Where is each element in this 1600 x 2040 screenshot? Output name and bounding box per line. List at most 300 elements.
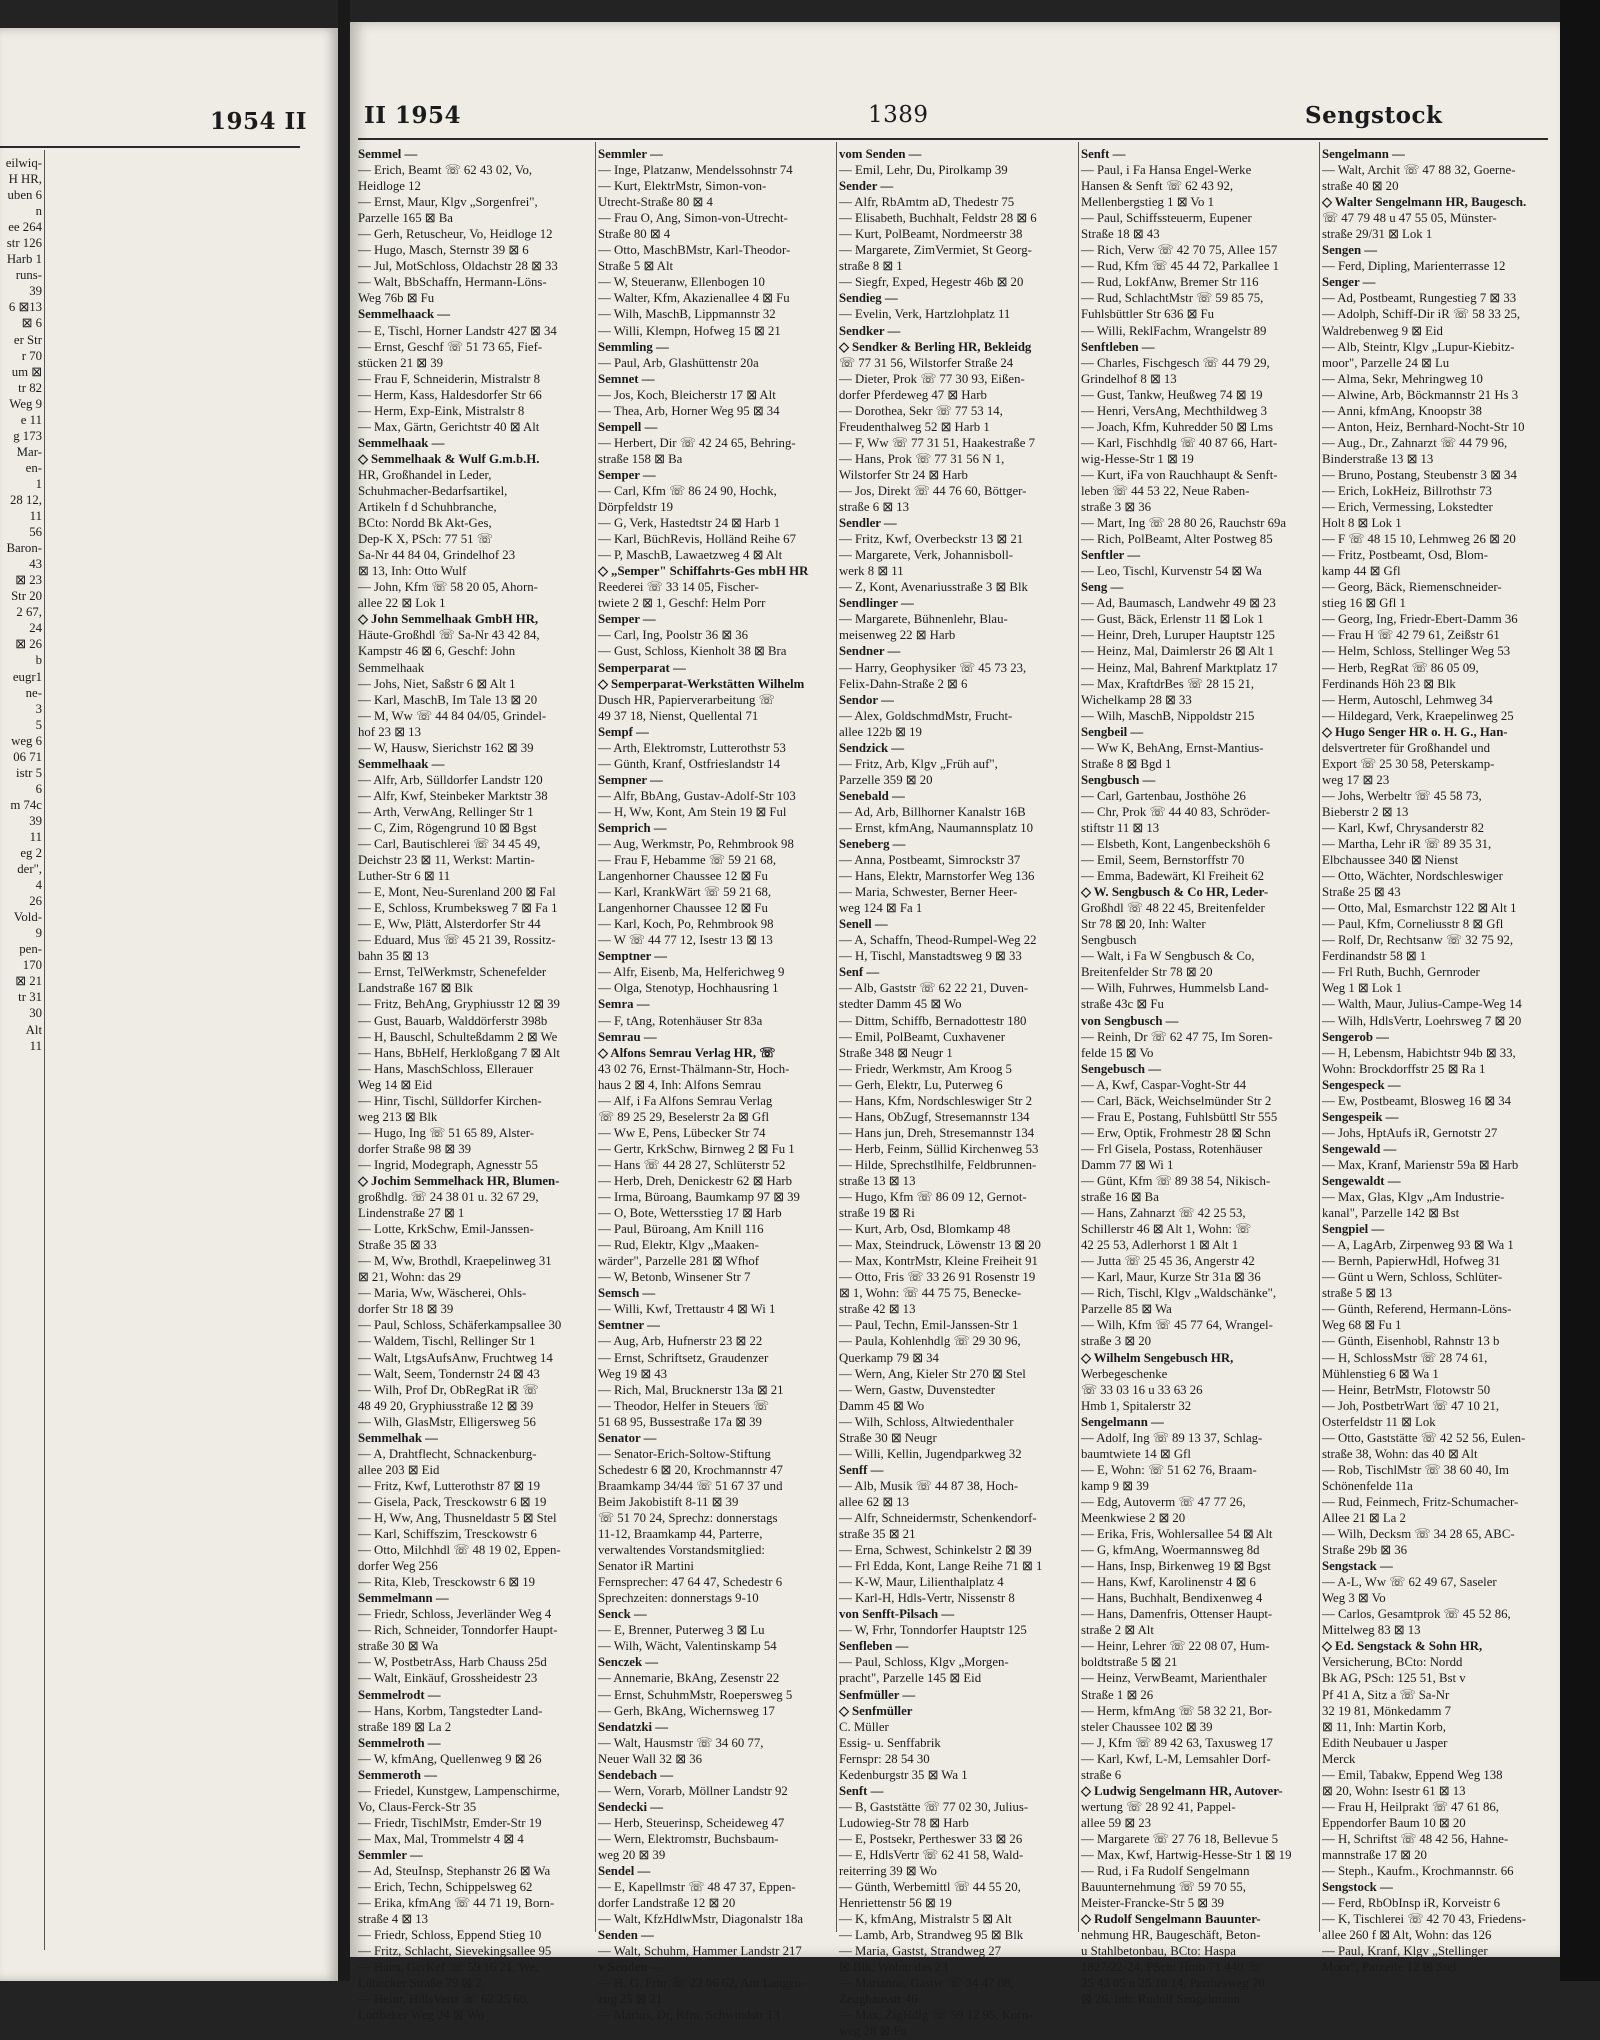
directory-entry-line: u Stahlbetonbau, BCto: Haspa [1081,1944,1236,1959]
directory-entry-line: — Karl, KrankWärt ☏ 59 21 68, [598,885,772,900]
directory-entry-line: straße 35 ⊠ 21 [839,1527,916,1542]
directory-entry-line: — Paul, Büroang, Am Knill 116 [598,1222,764,1237]
directory-entry-line: — Walt, BbSchaffn, Hermann-Löns- [358,275,547,290]
directory-entry-line: straße 6 [1081,1767,1122,1782]
directory-entry-line: Straße 35 ⊠ 33 [358,1238,437,1253]
directory-entry-line: — Adolf, Ing ☏ 89 13 37, Schlag- [1081,1430,1263,1445]
directory-entry-line: — Johs, Werbeltr ☏ 45 58 73, [1322,788,1482,803]
directory-entry-line: — Gust, Tankw, Heußweg 74 ⊠ 19 [1081,387,1263,402]
directory-entry-line: straße 6 ⊠ 13 [839,500,910,515]
directory-entry-line: — Wilh, Decksm ☏ 34 28 65, ABC- [1322,1527,1515,1542]
surname-heading: Sengstack — [1322,1559,1393,1574]
column-divider [595,142,596,1932]
directory-entry-line: Kampstr 46 ⊠ 6, Geschf: John [358,644,516,659]
directory-entry-line: — Hans, Prok ☏ 77 31 56 N 1, [839,451,1005,466]
directory-entry-line: — Joh, PostbetrWart ☏ 47 10 21, [1322,1398,1500,1413]
directory-entry-line: ⊠ Blk, Wohn: das 23 [839,1960,948,1975]
cropped-line-fragment: eg 2 [20,846,42,861]
cropped-line-fragment: 28 12, [10,492,42,507]
directory-entry-line: pracht", Parzelle 145 ⊠ Eid [839,1671,982,1686]
directory-entry-line: — A, Schaffn, Theod-Rumpel-Weg 22 [839,933,1037,948]
left-page [0,28,338,1981]
surname-heading: Sendecki — [598,1799,664,1814]
surname-heading: Sengewaldt — [1322,1174,1401,1188]
directory-entry-line: — Hans ☏ 44 28 27, Schlüterstr 52 [598,1157,786,1172]
directory-entry-line: Vo, Claus-Ferck-Str 35 [358,1799,477,1814]
directory-entry-line: twiete 2 ⊠ 1, Geschf: Helm Porr [598,596,766,611]
directory-entry-line: — Erich, Beamt ☏ 62 43 02, Vo, [358,163,533,178]
directory-entry-line: — Ew, Postbeamt, Blosweg 16 ⊠ 34 [1322,1093,1512,1108]
directory-entry-line: — Emil, Tabakw, Eppend Weg 138 [1322,1767,1503,1782]
directory-entry-line: — Rich, Schneider, Tonndorfer Haupt- [358,1623,558,1638]
directory-entry-line: Dusch HR, Papierverarbeitung ☏ [598,692,775,707]
directory-entry-line: — W, Steueranw, Ellenbogen 10 [598,275,765,290]
directory-entry-line: straße 30 ⊠ Wa [358,1639,439,1654]
directory-entry-line: — Max, Mal, Trommelstr 4 ⊠ 4 [358,1831,524,1846]
directory-entry-line: — Max, Steindruck, Löwenstr 13 ⊠ 20 [839,1238,1041,1253]
directory-entry-line: — Maria, Schwester, Berner Heer- [839,885,1018,900]
directory-column-2 [598,146,834,2023]
cropped-line-fragment: ⊠ 23 [15,573,42,588]
surname-heading: Sengpiel — [1322,1222,1385,1237]
surname-heading: Semmelmann — [358,1591,449,1606]
surname-heading: Sendner — [839,644,901,659]
cropped-line-fragment: tr 82 [18,380,42,395]
directory-entry-line: — Herm, Autoschl, Lehmweg 34 [1322,692,1493,707]
surname-heading: Sender — [839,179,894,194]
directory-entry-line: — Emma, Badewärt, Kl Freiheit 62 [1081,869,1265,884]
directory-entry-line: — Gust, Bäck, Erlenstr 11 ⊠ Lok 1 [1081,612,1264,627]
directory-entry-line: — Anni, kfmAng, Knoopstr 38 [1322,403,1482,418]
directory-entry-line: Reederei ☏ 33 14 05, Fischer- [598,580,759,595]
cropped-line-fragment: n [35,204,42,219]
directory-entry-line: — Otto, Mal, Esmarchstr 122 ⊠ Alt 1 [1322,901,1517,916]
directory-entry-line: — Wern, Vorarb, Möllner Landstr 92 [598,1783,788,1798]
directory-entry-line: hof 23 ⊠ 13 [358,724,421,739]
directory-entry-line: — Annemarie, BkAng, Zesenstr 22 [598,1671,780,1686]
directory-entry-line: — Rich, Verw ☏ 42 70 75, Allee 157 [1081,243,1278,258]
cropped-line-fragment: 26 [29,894,42,909]
surname-heading: Senator — [598,1430,657,1445]
surname-heading: Semmel — [358,147,418,161]
cropped-line-fragment: ne- [25,685,42,700]
directory-entry-line: Ludowieg-Str 78 ⊠ Harb [839,1815,969,1830]
directory-entry-line: Damm 77 ⊠ Wi 1 [1081,1157,1174,1172]
directory-entry-line: Ferdinandstr 58 ⊠ 1 [1322,949,1427,964]
cropped-line-fragment: e 11 [20,412,42,427]
directory-entry-line: — Anna, Postbeamt, Simrockstr 37 [839,853,1021,868]
directory-entry-line: — Karl, Koch, Po, Rehmbrook 98 [598,917,774,932]
directory-entry-line: — Paul, Kranf, Klgv „Stellinger [1322,1944,1488,1959]
directory-entry-line: — Aug., Dr., Zahnarzt ☏ 44 79 96, [1322,435,1508,450]
directory-entry-line: Wichelkamp 28 ⊠ 33 [1081,692,1192,707]
running-head: Sengstock [1305,102,1443,129]
directory-entry-line: straße 38, Wohn: das 40 ⊠ Alt [1322,1446,1478,1461]
surname-heading: vom Senden — [839,147,922,161]
surname-heading: Semsch — [598,1286,656,1301]
directory-entry-line: straße 3 ⊠ 20 [1081,1334,1152,1349]
directory-entry-line: — Ferd, Dipling, Marienterrasse 12 [1322,259,1506,274]
directory-entry-line: — Reinh, Dr ☏ 62 47 75, Im Soren- [1081,1029,1273,1044]
directory-entry-line: — G, Verk, Hastedtstr 24 ⊠ Harb 1 [598,516,781,531]
directory-entry-line: — Walt, Einkäuf, Grossheidestr 23 [358,1671,538,1686]
directory-entry-line: — Erich, Techn, Schippelsweg 62 [358,1880,533,1895]
directory-entry-line: 42 25 53, Adlerhorst 1 ⊠ Alt 1 [1081,1238,1239,1253]
surname-heading: Sendlinger — [839,596,914,611]
cropped-line-fragment: 9 [35,926,42,941]
directory-entry-line: Neuer Wall 32 ⊠ 36 [598,1751,702,1766]
directory-entry-line: dorfer Pferdeweg 47 ⊠ Harb [839,387,987,402]
directory-entry-line: 51 68 95, Bussestraße 17a ⊠ 39 [598,1414,762,1429]
directory-entry-line: — Erich, Vermessing, Lokstedter [1322,500,1493,515]
cropped-line-fragment: um ⊠ [11,364,42,379]
cropped-line-fragment: g 173 [13,428,42,443]
directory-entry-line: Straße 8 ⊠ Bgd 1 [1081,756,1172,771]
directory-entry-line: — Wern, Gastw, Duvenstedter [839,1382,996,1397]
directory-entry-line: — Marius, Dr, Kfm, Schwindstr 13 [598,2008,780,2023]
directory-entry-line: straße 40 ⊠ 20 [1322,179,1399,194]
directory-entry-line: Holt 8 ⊠ Lok 1 [1322,516,1402,531]
directory-entry-line: — Gertr, KrkSchw, Birnweg 2 ⊠ Fu 1 [598,1141,795,1156]
surname-heading: Semmeroth — [358,1767,438,1782]
directory-entry-line: — Wilh, Fuhrwes, Hummelsb Land- [1081,981,1269,996]
directory-entry-line: Artikeln f d Schuhbranche, [358,500,497,515]
directory-entry-line: ◇ Ludwig Sengelmann HR, Autover- [1081,1783,1283,1798]
directory-entry-line: — H, Ww, Kont, Am Stein 19 ⊠ Ful [598,804,787,819]
directory-entry-line: — Ingrid, Modegraph, Agnesstr 55 [358,1157,538,1172]
directory-entry-line: — Rita, Kleb, Tresckowstr 6 ⊠ 19 [358,1575,536,1590]
directory-entry-line: Werbegeschenke [1081,1366,1168,1381]
directory-entry-line: Heidloge 12 [358,179,421,194]
directory-entry-line: Parzelle 165 ⊠ Ba [358,211,453,226]
directory-entry-line: — Ad, Baumasch, Landwehr 49 ⊠ 23 [1081,596,1276,611]
directory-entry-line: — Günth, Referend, Hermann-Löns- [1322,1302,1512,1317]
directory-entry-line: — Hans, BbHelf, Herkloßgang 7 ⊠ Alt [358,1045,560,1060]
directory-entry-line: — Otto, Gaststätte ☏ 42 52 56, Eulen- [1322,1430,1526,1445]
cropped-line-fragment: 3 [35,701,42,716]
directory-entry-line: ◇ „Semper" Schiffahrts-Ges mbH HR [598,564,809,579]
directory-entry-line: — B, Gaststätte ☏ 77 02 30, Julius- [839,1799,1029,1814]
surname-heading: Senf — [839,965,880,980]
directory-entry-line: 11-12, Braamkamp 44, Parterre, [598,1527,763,1542]
surname-heading: Semperparat — [598,660,686,675]
directory-entry-line: — Karl, Kwf, L-M, Lemsahler Dorf- [1081,1751,1271,1766]
directory-entry-line: — Siegfr, Exped, Hegestr 46b ⊠ 20 [839,275,1024,290]
surname-heading: Sengerob — [1322,1029,1389,1044]
directory-entry-line: — Hans, Kfm, Nordschleswiger Str 2 [839,1093,1032,1108]
surname-heading: Sendzick — [839,740,905,755]
directory-entry-line: — Alb, Gaststr ☏ 62 22 21, Duven- [839,981,1029,996]
directory-entry-line: ◇ Walter Sengelmann HR, Baugesch. [1322,195,1527,210]
cropped-line-fragment: Str 20 [11,589,42,604]
directory-entry-line: — Chr, Prok ☏ 44 40 83, Schröder- [1081,804,1271,819]
directory-column-4 [1081,146,1317,2007]
directory-entry-line: — Heinr, Dreh, Luruper Hauptstr 125 [1081,628,1275,643]
cropped-line-fragment: b [35,653,42,668]
directory-entry-line: — Helm, Schloss, Stellinger Weg 53 [1322,644,1511,659]
directory-entry-line: — Max, Gärtn, Gerichtstr 40 ⊠ Alt [358,419,540,434]
directory-entry-line: — Carl, Bautischlerei ☏ 34 45 49, [358,837,541,852]
directory-entry-line: moor", Parzelle 24 ⊠ Lu [1322,355,1450,370]
cropped-line-fragment: r 70 [21,348,42,363]
directory-entry-line: Versicherung, BCto: Nordd [1322,1655,1463,1670]
cropped-line-fragment: Weg 9 [9,396,42,411]
directory-entry-line: ⊠ 26, Inh: Rudolf Sengelmann [1081,1992,1240,2007]
cropped-line-fragment: 11 [29,1038,42,1053]
surname-heading: Semptner — [598,949,668,964]
directory-entry-line: Mellenbergstieg 1 ⊠ Vo 1 [1081,195,1214,210]
directory-entry-line: Weg 3 ⊠ Vo [1322,1591,1386,1606]
directory-entry-line: — Karl-H, Hdls-Vertr, Nissenstr 8 [839,1591,1015,1606]
directory-entry-line: — Leo, Tischl, Kurvenstr 54 ⊠ Wa [1081,564,1262,579]
directory-entry-line: — Paul, Schiffssteuerm, Eupener [1081,211,1252,226]
directory-entry-line: Utrecht-Straße 80 ⊠ 4 [598,195,713,210]
directory-entry-line: — Walt, Hausmstr ☏ 34 60 77, [598,1735,764,1750]
directory-entry-line: Luther-Str 6 ⊠ 11 [358,869,451,884]
directory-entry-line: Lübecker Straße 79 ⊠ 2 [358,1976,482,1991]
directory-entry-line: — Ad, SteuInsp, Stephanstr 26 ⊠ Wa [358,1864,551,1879]
directory-entry-line: Hmb 1, Spitalerstr 32 [1081,1398,1192,1413]
directory-entry-line: ◇ Wilhelm Sengebusch HR, [1081,1350,1234,1365]
directory-entry-line: — Evelin, Verk, Hartzlohplatz 11 [839,307,1011,322]
directory-entry-line: stedter Damm 45 ⊠ Wo [839,997,962,1012]
directory-entry-line: — Gerh, BkAng, Wichernsweg 17 [598,1703,775,1718]
column-divider [1078,142,1079,1932]
directory-entry-line: — H, G, Frhr ☏ 22 06 62, Am Langen- [598,1976,806,1991]
directory-entry-line: — J, Kfm ☏ 89 42 63, Taxusweg 17 [1081,1735,1273,1750]
directory-entry-line: weg 17 ⊠ 23 [1322,772,1390,787]
directory-entry-line: Grindelhof 8 ⊠ 13 [1081,371,1177,386]
directory-column-1 [358,146,594,2023]
surname-heading: Sengelmann — [1081,1414,1164,1429]
directory-entry-line: — Walter, Kfm, Akazienallee 4 ⊠ Fu [598,291,790,306]
directory-entry-line: — Joach, Kfm, Kuhredder 50 ⊠ Lms [1081,419,1273,434]
directory-entry-line: — Gerh, Elektr, Lu, Puterweg 6 [839,1077,1003,1092]
directory-entry-line: Moor", Parzelle 12 ⊠ Stel [1322,1960,1457,1975]
directory-entry-line: — Willi, Kwf, Trettaustr 4 ⊠ Wi 1 [598,1302,776,1317]
directory-entry-line: — Alfr, Schneidermstr, Schenkendorf- [839,1510,1037,1525]
directory-entry-line: — H, Bauschl, Schulteßdamm 2 ⊠ We [358,1029,558,1044]
cropped-line-fragment: m 74c [10,797,42,812]
directory-entry-line: — Marianne, Gastw ☏ 34 47 08, [839,1976,1014,1991]
directory-entry-line: — Ernst, Geschf ☏ 51 73 65, Fief- [358,339,543,354]
directory-entry-line: — John, Kfm ☏ 58 20 05, Ahorn- [358,580,538,595]
directory-entry-line: — Paul, Kfm, Corneliusstr 8 ⊠ Gfl [1322,917,1504,932]
cropped-line-fragment: str 126 [6,236,42,251]
directory-entry-line: — M, Ww, Brothdl, Kraepelinweg 31 [358,1254,552,1269]
cropped-line-fragment: 11 [29,829,42,844]
directory-entry-line: — Alb, Steintr, Klgv „Lupur-Kiebitz- [1322,339,1515,354]
surname-heading: Semmler — [598,147,663,161]
directory-entry-line: großhdlg. ☏ 24 38 01 u. 32 67 29, [358,1190,539,1205]
directory-entry-line: stücken 21 ⊠ 39 [358,355,444,370]
directory-entry-line: — Heinz, Mal, Bahrenf Marktplatz 17 [1081,660,1278,675]
directory-entry-line: — Hans, MaschSchloss, Ellerauer [358,1061,534,1076]
directory-entry-line: Fernspr: 28 54 30 [839,1751,930,1766]
directory-entry-line: — F, tAng, Rotenhäuser Str 83a [598,1013,763,1028]
surname-heading: Semtner — [598,1318,660,1333]
directory-entry-line: — Fritz, BehAng, Gryphiusstr 12 ⊠ 39 [358,997,560,1012]
directory-entry-line: — Adolph, Schiff-Dir iR ☏ 58 33 25, [1322,307,1521,322]
directory-entry-line: Weg 76b ⊠ Fu [358,291,435,306]
directory-entry-line: Elbchaussee 340 ⊠ Nienst [1322,853,1459,868]
directory-entry-line: allee 62 ⊠ 13 [839,1494,910,1509]
cropped-line-fragment: H HR, [8,172,42,187]
directory-entry-line: Str 78 ⊠ 20, Inh: Walter [1081,917,1206,932]
directory-entry-line: Braamkamp 34/44 ☏ 51 67 37 und [598,1478,783,1493]
surname-heading: Sengelmann — [1322,147,1405,161]
directory-entry-line: — A, Kwf, Caspar-Voght-Str 44 [1081,1077,1247,1092]
directory-entry-line: Merck [1322,1751,1356,1766]
directory-entry-line: Deichstr 23 ⊠ 11, Werkst: Martin- [358,853,535,868]
directory-entry-line: — Fritz, Schlacht, Sievekingsallee 95 [358,1944,552,1959]
directory-entry-line: — Elsbeth, Kont, Langenbeckshöh 6 [1081,837,1271,852]
directory-entry-line: Schedestr 6 ⊠ 20, Krochmannstr 47 [598,1462,783,1477]
directory-entry-line: Sengbusch [1081,933,1137,948]
cropped-line-fragment: ⊠ 21 [15,974,42,989]
surname-heading: Semra — [598,997,650,1012]
directory-entry-line: — Max, ZigHdlg ☏ 59 12 95, Korn- [839,2008,1033,2023]
page-number: 1389 [868,102,929,128]
directory-entry-line: — Friedel, Kunstgew, Lampenschirme, [358,1783,560,1798]
directory-entry-line: — Wilh, MaschB, Nippoldstr 215 [1081,708,1255,723]
directory-entry-line: Fuhlsbüttler Str 636 ⊠ Fu [1081,307,1215,322]
cropped-line-fragment: pen- [19,942,42,957]
surname-heading: Sengespeck — [1322,1077,1401,1092]
directory-entry-line: ◇ W. Sengbusch & Co HR, Leder- [1081,885,1269,900]
directory-column-5 [1322,146,1558,1975]
directory-entry-line: — O, Bote, Wettersstieg 17 ⊠ Harb [598,1206,782,1221]
directory-entry-line: — Lotte, KrkSchw, Emil-Janssen- [358,1222,534,1237]
directory-entry-line: — Hugo, Masch, Sternstr 39 ⊠ 6 [358,243,529,258]
directory-entry-line: — Martha, Lehr iR ☏ 89 35 31, [1322,837,1492,852]
directory-entry-line: — E, Kapellmstr ☏ 48 47 37, Eppen- [598,1880,796,1895]
directory-entry-line: ◇ Rudolf Sengelmann Bauunter- [1081,1912,1261,1927]
directory-entry-line: — Margarete, Verk, Johannisboll- [839,548,1014,563]
directory-entry-line: — Jos, Koch, Bleicherstr 17 ⊠ Alt [598,387,776,402]
directory-entry-line: — Ernst, kfmAng, Naumannsplatz 10 [839,820,1034,835]
cropped-line-fragment: 4 [35,878,42,893]
cropped-line-fragment: 39 [29,813,42,828]
directory-entry-line: — Paul, Schloss, Klgv „Morgen- [839,1655,1009,1670]
directory-column-3 [839,146,1075,2039]
directory-entry-line: — Harry, Geophysiker ☏ 45 73 23, [839,660,1027,675]
directory-entry-line: — Fritz, Arb, Klgv „Früh auf", [839,756,998,771]
directory-entry-line: — F, Ww ☏ 77 31 51, Haakestraße 7 [839,435,1035,450]
book-gutter [338,0,350,1981]
directory-entry-line: — Willi, ReklFachm, Wrangelstr 89 [1081,323,1267,338]
directory-entry-line: — Maria, Gastst, Strandweg 27 [839,1944,1002,1959]
directory-entry-line: — Alfr, Eisenb, Ma, Helferichweg 9 [598,965,785,980]
directory-entry-line: ◇ Alfons Semrau Verlag HR, ☏ [598,1045,776,1060]
directory-entry-line: Großhdl ☏ 48 22 45, Breitenfelder [1081,901,1265,916]
surname-heading: Senger — [1322,275,1376,290]
directory-entry-line: — Frau F, Schneiderin, Mistralstr 8 [358,371,541,386]
directory-entry-line: — Wilh, MaschB, Lippmannstr 32 [598,307,776,322]
directory-entry-line: Binderstraße 13 ⊠ 13 [1322,451,1434,466]
directory-entry-line: — Paul, Schloss, Schäferkampsallee 30 [358,1318,562,1333]
directory-entry-line: — Waldem, Tischl, Rellinger Str 1 [358,1334,536,1349]
directory-entry-line: Bk AG, PSch: 125 51, Bst v [1322,1671,1466,1686]
directory-entry-line: — Wilh, GlasMstr, Elligersweg 56 [358,1414,536,1429]
cropped-line-fragment: tr 31 [18,990,42,1005]
directory-entry-line: allee 59 ⊠ 23 [1081,1815,1152,1830]
directory-entry-line: — Herm, Kass, Haldesdorfer Str 66 [358,387,542,402]
surname-heading: Senczek — [598,1655,659,1670]
directory-entry-line: Straße 5 ⊠ Alt [598,259,674,274]
directory-entry-line: — H, Schriftst ☏ 48 42 56, Hahne- [1322,1831,1509,1846]
right-page [350,22,1560,2039]
cropped-line-fragment: en- [25,460,42,475]
surname-heading: Senfleben — [839,1639,909,1654]
directory-entry-line: — H, Tischl, Manstadtsweg 9 ⊠ 33 [839,949,1022,964]
directory-entry-line: — K, kfmAng, Mistralstr 5 ⊠ Alt [839,1912,1012,1927]
directory-entry-line: — Wilh, Wächt, Valentinskamp 54 [598,1639,777,1654]
directory-entry-line: — Friedr, Schloss, Eppend Stieg 10 [358,1928,542,1943]
directory-entry-line: werk 8 ⊠ 11 [839,564,904,579]
directory-entry-line: steler Chaussee 102 ⊠ 39 [1081,1719,1213,1734]
surname-heading: v Senden — [598,1960,664,1975]
directory-entry-line: — Fritz, Postbeamt, Osd, Blom- [1322,548,1489,563]
directory-entry-line: ☏ 89 25 29, Beselerstr 2a ⊠ Gfl [598,1109,770,1124]
surname-heading: Sengbusch — [1081,772,1156,787]
cropped-line-fragment: 1 [35,476,42,491]
directory-entry-line: straße 29/31 ⊠ Lok 1 [1322,227,1433,242]
surname-heading: Senell — [839,917,888,932]
right-header-rule [358,138,1548,140]
directory-entry-line: — Otto, Milchhdl ☏ 48 19 02, Eppen- [358,1543,561,1558]
surname-heading: Senden — [598,1928,654,1943]
directory-entry-line: — Hans, GerKef ☏ 59 16 21, We, [358,1960,539,1975]
cropped-line-fragment: eilwiq- [5,156,42,170]
directory-entry-line: — Gust, Schloss, Kienholt 38 ⊠ Bra [598,644,787,659]
directory-entry-line: Weg 68 ⊠ Fu 1 [1322,1318,1402,1333]
directory-entry-line: — Fritz, Kwf, Overbeckstr 13 ⊠ 21 [839,532,1024,547]
directory-entry-line: — Hans, Elektr, Marnstorfer Weg 136 [839,869,1035,884]
directory-entry-line: — Rolf, Dr, Rechtsanw ☏ 32 75 92, [1322,933,1514,948]
directory-entry-line: — W ☏ 44 77 12, Isestr 13 ⊠ 13 [598,933,773,948]
surname-heading: Sendebach — [598,1767,674,1782]
left-page-text-column [48,155,338,1955]
directory-entry-line: — E, Postsekr, Pertheswег 33 ⊠ 26 [839,1831,1023,1846]
directory-entry-line: — W, Betonb, Winsener Str 7 [598,1270,751,1285]
cropped-line-fragment: 6 [35,781,42,796]
directory-entry-line: — K-W, Maur, Lilienthalplatz 4 [839,1575,1004,1590]
surname-heading: Seneberg — [839,837,906,852]
cropped-line-fragment: er Str [13,332,42,347]
cropped-line-fragment: 56 [29,525,42,540]
surname-heading: Semmelhaak — [358,435,445,450]
surname-heading: von Senfft-Pilsach — [839,1607,955,1622]
directory-entry-line: Dep-K X, PSch: 77 51 ☏ [358,532,493,547]
directory-entry-line: — Ernst, TelWerkmstr, Schenefelder [358,965,547,980]
directory-entry-line: — Carl, Gartenbau, Josthöhe 26 [1081,788,1246,803]
directory-entry-line: — Rud, Elektr, Klgv „Maaken- [598,1238,759,1253]
directory-entry-line: — Olga, Stenotyp, Hochhausring 1 [598,981,779,996]
directory-entry-line: 43 02 76, Ernst-Thälmann-Str, Hoch- [598,1061,790,1076]
directory-entry-line: — Elisabeth, Buchhalt, Feldstr 28 ⊠ 6 [839,211,1037,226]
directory-entry-line: — K, Tischlerei ☏ 42 70 43, Friedens- [1322,1912,1527,1927]
directory-entry-line: Querkamp 79 ⊠ 34 [839,1350,939,1365]
cropped-line-fragment: 2 67, [16,605,42,620]
directory-entry-line: — Henri, VersAng, Mechthildweg 3 [1081,403,1267,418]
directory-entry-line: Mühlenstieg 6 ⊠ Wa 1 [1322,1366,1439,1381]
directory-entry-line: — Heinz, Mal, Daimlerstr 26 ⊠ Alt 1 [1081,644,1275,659]
directory-entry-line: Eppendorfer Baum 10 ⊠ 20 [1322,1815,1466,1830]
directory-entry-line: — Karl, Maur, Kurze Str 31a ⊠ 36 [1081,1270,1261,1285]
directory-entry-line: — Georg, Ing, Friedr-Ebert-Damm 36 [1322,612,1518,627]
directory-entry-line: — Gerh, Retuscheur, Vo, Heidloge 12 [358,227,553,242]
